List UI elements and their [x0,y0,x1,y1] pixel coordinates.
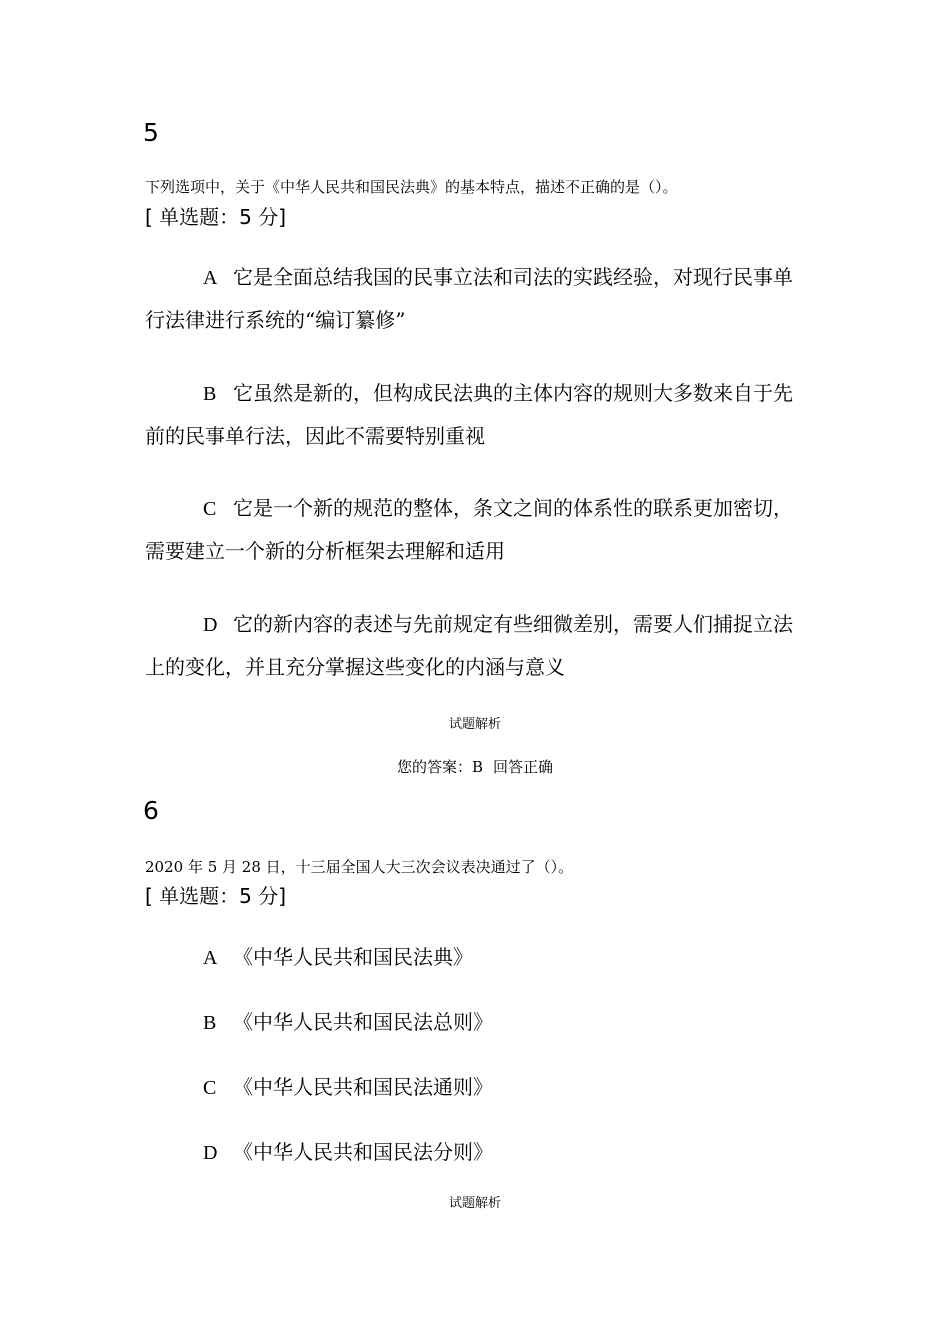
question-6-option-a [145,936,805,979]
option-letter: B [203,1012,217,1034]
option-letter: B [203,383,217,405]
question-5-option-d [145,603,805,688]
option-letter: D [203,1142,218,1164]
option-text: 它的新内容的表述与先前规定有些细微差别，需要人们捕捉立法上的变化，并且充分掌握这些变化的内涵与意义 [145,612,793,679]
question-6-number: 6 [143,796,159,825]
question-5-analysis-label: 试题解析 [448,717,501,732]
question-5-answer [0,757,950,777]
option-text: 《中华人民共和国民法分则》 [233,1140,493,1164]
option-text: 《中华人民共和国民法典》 [233,945,473,969]
option-text: 它是全面总结我国的民事立法和司法的实践经验，对现行民事单行法律进行系统的“编订纂修” [145,265,793,332]
option-text: 《中华人民共和国民法总则》 [233,1010,493,1034]
option-letter: C [203,498,217,520]
question-5-stem: 下列选项中，关于《中华人民共和国民法典》的基本特点，描述不正确的是（）。 [145,178,678,196]
option-letter: A [203,947,218,969]
question-5-option-b [145,372,805,457]
option-text: 它是一个新的规范的整体，条文之间的体系性的联系更加密切，需要建立一个新的分析框架去理解和适用 [145,496,793,563]
option-text: 《中华人民共和国民法通则》 [233,1075,493,1099]
option-letter: C [203,1077,217,1099]
question-6-analysis-label: 试题解析 [448,1196,501,1211]
question-6-option-d [145,1131,805,1174]
question-5-number: 5 [143,118,159,147]
question-6-option-c [145,1066,805,1109]
option-text: 它虽然是新的，但构成民法典的主体内容的规则大多数来自于先前的民事单行法，因此不需要特别重视 [145,381,793,448]
question-5-type: [ 单选题：5 分] [145,205,287,229]
option-letter: A [203,267,218,289]
question-6-stem: 2020 年 5 月 28 日，十三届全国人大三次会议表决通过了（）。 [145,858,574,876]
your-answer: 您的答案：B [396,758,483,776]
answer-status: 回答正确 [493,758,554,776]
question-6-type: [ 单选题：5 分] [145,884,287,908]
question-6-option-b [145,1001,805,1044]
question-5-option-a [145,256,805,341]
question-5-option-c [145,487,805,572]
option-letter: D [203,614,218,636]
